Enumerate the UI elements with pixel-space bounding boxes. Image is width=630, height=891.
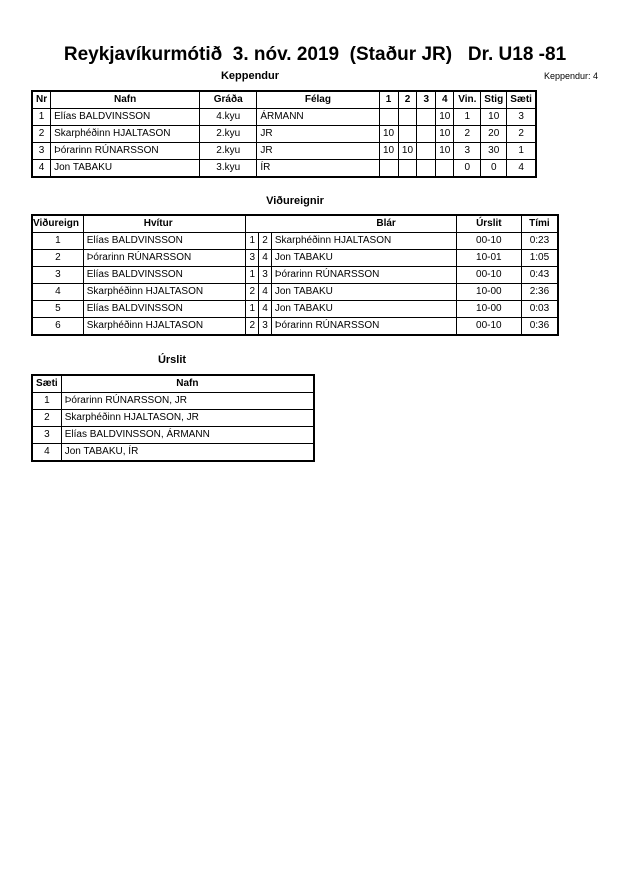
players-header-row	[32, 91, 536, 109]
col-points: Stig	[481, 91, 507, 109]
cell-r4: 10	[436, 143, 454, 160]
col-r3: 3	[417, 91, 436, 109]
cell-points: 30	[481, 143, 507, 160]
cell-match-nr: 5	[32, 301, 83, 318]
cell-blue-nr: 4	[259, 250, 272, 267]
cell-grade: 3.kyu	[200, 160, 257, 178]
col-r1: 1	[379, 91, 398, 109]
cell-nr: 1	[32, 109, 51, 126]
cell-grade: 4.kyu	[200, 109, 257, 126]
col-match: Viðureign	[32, 215, 83, 233]
cell-white: Skarphéðinn HJALTASON	[83, 284, 246, 301]
results-header-row	[32, 375, 314, 393]
col-blue: Blár	[246, 215, 456, 233]
table-row	[32, 126, 536, 143]
cell-club: JR	[257, 126, 379, 143]
cell-white: Elías BALDVINSSON	[83, 267, 246, 284]
cell-match-nr: 4	[32, 284, 83, 301]
cell-match-nr: 3	[32, 267, 83, 284]
table-row	[32, 250, 558, 267]
cell-result: 00-10	[456, 233, 521, 250]
cell-white: Elías BALDVINSSON	[83, 301, 246, 318]
cell-r4: 10	[436, 126, 454, 143]
table-row	[32, 318, 558, 336]
table-row	[32, 233, 558, 250]
matches-table	[31, 214, 559, 336]
cell-blue: Jon TABAKU	[271, 284, 456, 301]
table-row	[32, 410, 314, 427]
cell-blue-nr: 4	[259, 301, 272, 318]
cell-time: 2:36	[521, 284, 558, 301]
cell-white: Elías BALDVINSSON	[83, 233, 246, 250]
cell-wins: 0	[454, 160, 481, 178]
cell-r3	[417, 160, 436, 178]
cell-result: 10-01	[456, 250, 521, 267]
table-row	[32, 444, 314, 462]
col-r4: 4	[436, 91, 454, 109]
cell-r1: 10	[379, 143, 398, 160]
cell-wins: 3	[454, 143, 481, 160]
cell-club: JR	[257, 143, 379, 160]
cell-place: 1	[32, 393, 61, 410]
cell-nr: 3	[32, 143, 51, 160]
cell-name: Þórarinn RÚNARSSON	[51, 143, 200, 160]
cell-blue: Þórarinn RÚNARSSON	[271, 318, 456, 336]
cell-white-nr: 1	[246, 267, 259, 284]
col-nr: Nr	[32, 91, 51, 109]
col-name: Nafn	[51, 91, 200, 109]
cell-name: Jon TABAKU, ÍR	[61, 444, 314, 462]
cell-r3	[417, 143, 436, 160]
col-time: Tími	[521, 215, 558, 233]
cell-points: 0	[481, 160, 507, 178]
cell-name: Skarphéðinn HJALTASON	[51, 126, 200, 143]
cell-white: Þórarinn RÚNARSSON	[83, 250, 246, 267]
cell-blue: Jon TABAKU	[271, 301, 456, 318]
cell-r2	[398, 160, 417, 178]
cell-name: Þórarinn RÚNARSSON, JR	[61, 393, 314, 410]
col-white: Hvítur	[83, 215, 246, 233]
cell-blue-nr: 3	[259, 267, 272, 284]
col-r2: 2	[398, 91, 417, 109]
col-result: Úrslit	[456, 215, 521, 233]
cell-result: 00-10	[456, 318, 521, 336]
cell-time: 1:05	[521, 250, 558, 267]
cell-blue-nr: 3	[259, 318, 272, 336]
players-section-title: Keppendur	[220, 70, 280, 82]
cell-wins: 2	[454, 126, 481, 143]
cell-r1	[379, 109, 398, 126]
col-wins: Vin.	[454, 91, 481, 109]
col-name: Nafn	[61, 375, 314, 393]
table-row	[32, 143, 536, 160]
cell-nr: 4	[32, 160, 51, 178]
cell-club: ÁRMANN	[257, 109, 379, 126]
cell-place: 2	[32, 410, 61, 427]
cell-blue-nr: 4	[259, 284, 272, 301]
cell-name: Elías BALDVINSSON	[51, 109, 200, 126]
col-club: Félag	[257, 91, 379, 109]
cell-result: 00-10	[456, 267, 521, 284]
cell-name: Skarphéðinn HJALTASON, JR	[61, 410, 314, 427]
table-row	[32, 427, 314, 444]
cell-result: 10-00	[456, 301, 521, 318]
cell-time: 0:43	[521, 267, 558, 284]
cell-result: 10-00	[456, 284, 521, 301]
cell-r2	[398, 109, 417, 126]
results-table	[31, 374, 315, 462]
cell-r3	[417, 126, 436, 143]
cell-wins: 1	[454, 109, 481, 126]
cell-time: 0:36	[521, 318, 558, 336]
cell-club: ÍR	[257, 160, 379, 178]
col-grade: Gráða	[200, 91, 257, 109]
cell-time: 0:23	[521, 233, 558, 250]
cell-r1	[379, 160, 398, 178]
cell-place: 4	[32, 444, 61, 462]
cell-r1: 10	[379, 126, 398, 143]
table-row	[32, 301, 558, 318]
cell-white-nr: 1	[246, 233, 259, 250]
cell-white-nr: 3	[246, 250, 259, 267]
cell-r2: 10	[398, 143, 417, 160]
cell-grade: 2.kyu	[200, 143, 257, 160]
matches-header-row	[32, 215, 558, 233]
cell-grade: 2.kyu	[200, 126, 257, 143]
table-row	[32, 267, 558, 284]
table-row	[32, 160, 536, 178]
table-row	[32, 393, 314, 410]
cell-place: 3	[32, 427, 61, 444]
cell-blue: Jon TABAKU	[271, 250, 456, 267]
table-row	[32, 109, 536, 126]
cell-white-nr: 1	[246, 301, 259, 318]
matches-section-title: Viðureignir	[266, 195, 324, 207]
table-row	[32, 284, 558, 301]
cell-match-nr: 1	[32, 233, 83, 250]
players-table	[31, 90, 537, 178]
cell-r4: 10	[436, 109, 454, 126]
cell-blue: Þórarinn RÚNARSSON	[271, 267, 456, 284]
cell-nr: 2	[32, 126, 51, 143]
col-place: Sæti	[32, 375, 61, 393]
cell-r4	[436, 160, 454, 178]
cell-points: 10	[481, 109, 507, 126]
cell-place: 2	[507, 126, 536, 143]
cell-white-nr: 2	[246, 284, 259, 301]
player-count: Keppendur: 4	[543, 71, 598, 81]
cell-points: 20	[481, 126, 507, 143]
cell-time: 0:03	[521, 301, 558, 318]
cell-blue: Skarphéðinn HJALTASON	[271, 233, 456, 250]
cell-blue-nr: 2	[259, 233, 272, 250]
cell-white: Skarphéðinn HJALTASON	[83, 318, 246, 336]
cell-match-nr: 2	[32, 250, 83, 267]
cell-white-nr: 2	[246, 318, 259, 336]
results-section-title: Úrslit	[157, 354, 187, 366]
cell-match-nr: 6	[32, 318, 83, 336]
cell-name: Jon TABAKU	[51, 160, 200, 178]
cell-r2	[398, 126, 417, 143]
col-place: Sæti	[507, 91, 536, 109]
page-title: Reykjavíkurmótið 3. nóv. 2019 (Staður JR) Dr. U18 -81	[63, 44, 567, 65]
cell-r3	[417, 109, 436, 126]
cell-name: Elías BALDVINSSON, ÁRMANN	[61, 427, 314, 444]
cell-place: 3	[507, 109, 536, 126]
cell-place: 1	[507, 143, 536, 160]
cell-place: 4	[507, 160, 536, 178]
